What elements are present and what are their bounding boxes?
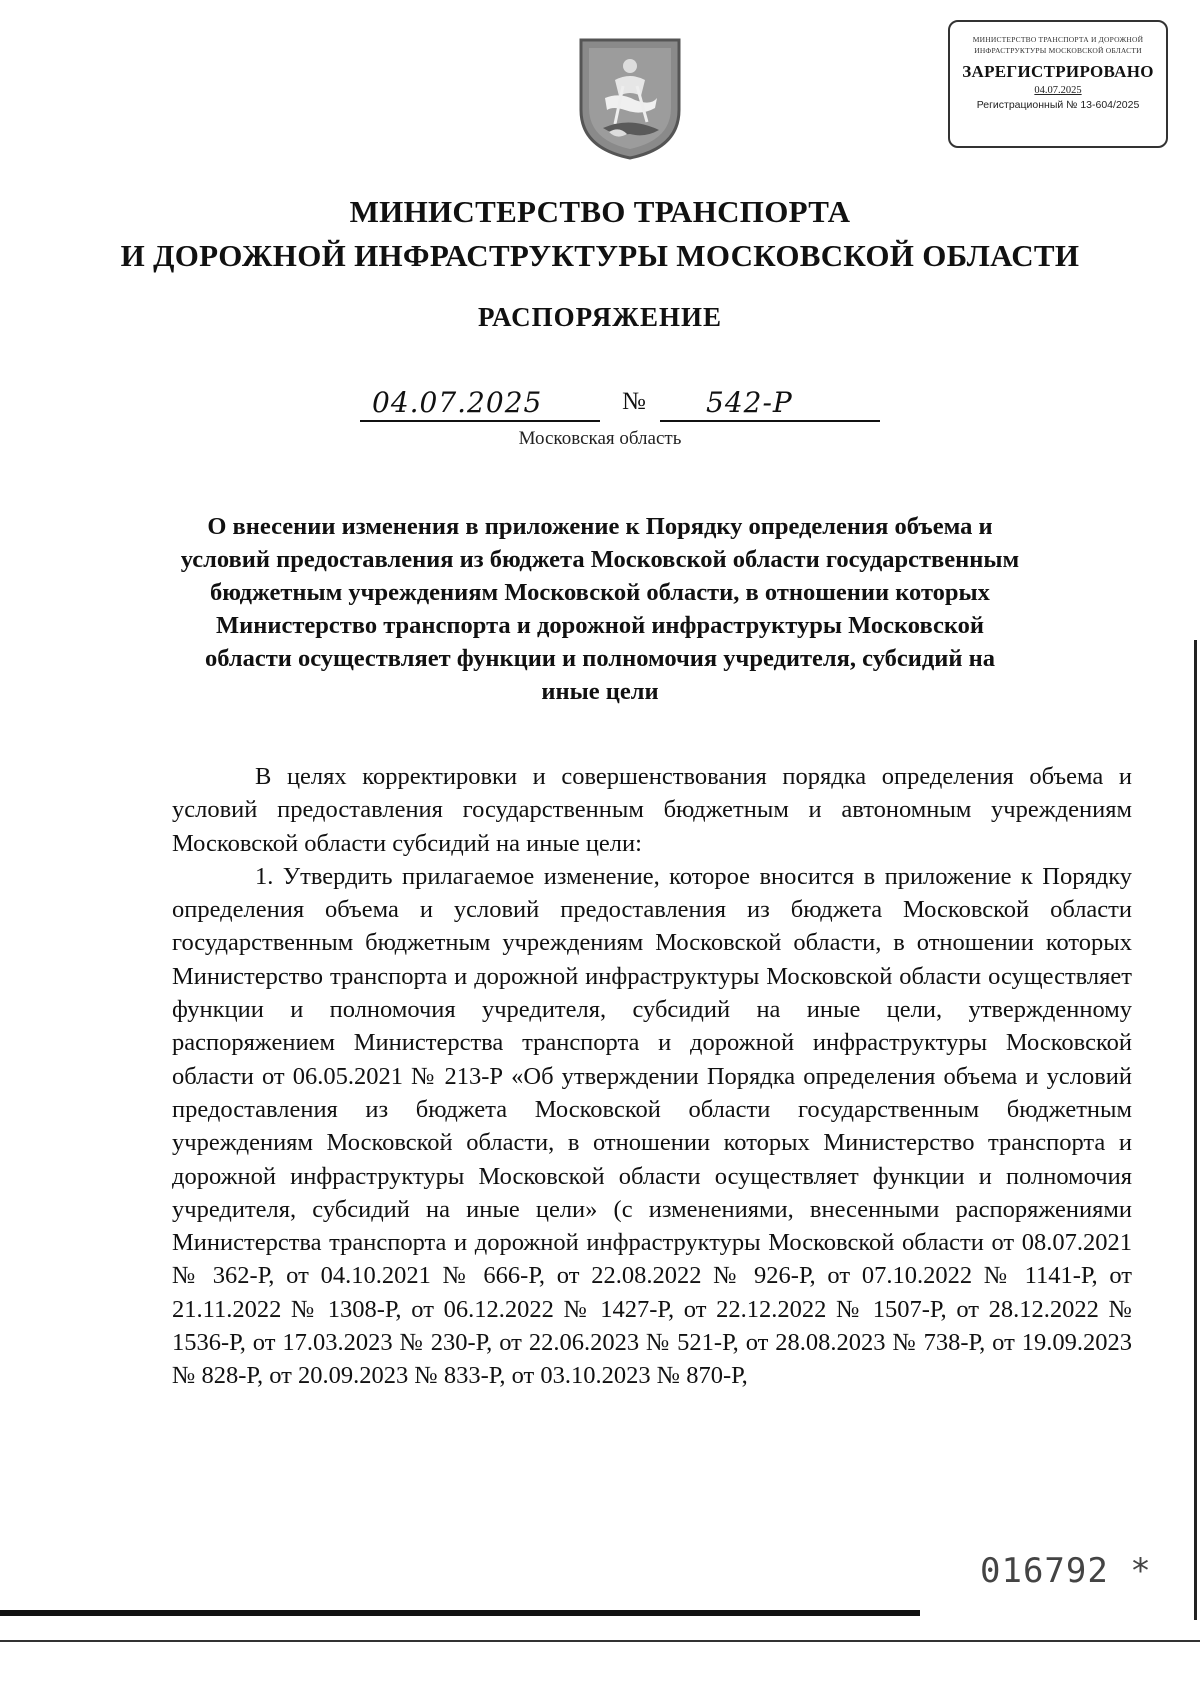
scan-bottom-bar <box>0 1610 920 1616</box>
stamp-registration-number: Регистрационный № 13-604/2025 <box>976 99 1140 111</box>
stamp-organization: МИНИСТЕРСТВО ТРАНСПОРТА И ДОРОЖНОЙ ИНФРАСТРУКТУРЫ МОСКОВСКОЙ ОБЛАСТИ <box>972 35 1144 55</box>
document-body <box>172 760 1132 1393</box>
document-type: РАСПОРЯЖЕНИЕ <box>477 302 723 332</box>
ministry-line-2: И ДОРОЖНОЙ ИНФРАСТРУКТУРЫ МОСКОВСКОЙ ОБЛАСТИ <box>120 238 1080 273</box>
moscow-oblast-coat-of-arms-icon <box>575 36 685 162</box>
scan-bottom-line <box>0 1640 1200 1642</box>
number-field <box>660 380 880 422</box>
handwritten-date: 04.07.2025 <box>372 386 543 419</box>
date-number-line <box>360 380 880 424</box>
body-paragraph-1: В целях корректировки и совершенствования порядка определения объема и условий предоставления государственным бюджетным и автономным учреждениям Московской области субсидий на иные цели: <box>172 763 1132 857</box>
document-title: О внесении изменения в приложение к Порядку определения объема и условий предоставления из бюджета Московской области государственным бюджетным учреждениям Московской области, в отношении которых Министерство транспорта и дорожной инфраструктуры Московской области осуществляет функции и полномочия учредителя, субсидий на иные цели <box>180 513 1020 705</box>
body-paragraph-2: 1. Утвердить прилагаемое изменение, которое вносится в приложение к Порядку определения объема и условий предоставления из бюджета Московской области государственным бюджетным учреждениям Московской области, в отношении которых Министерство транспорта и дорожной инфраструктуры Московской области осуществляет функции и полномочия учредителя, субсидий на иные цели, утвержденному распоряжением Министерства транспорта и дорожной инфраструктуры Московской области от 06.05.2021 № 213-Р «Об утверждении Порядка определения объема и условий предоставления из бюджета Московской области государственным бюджетным учреждениям Московской области, в отношении которых Министерство транспорта и дорожной инфраструктуры Московской области осуществляет функции и полномочия учредителя, субсидий на иные цели» (с изменениями, внесенными распоряжениями Министерства транспорта и дорожной инфраструктуры Московской области от 08.07.2021 № 362-Р, от 04.10.2021 № 666-Р, от 22.08.2022 № 926-Р, от 07.10.2022 № 1141-Р, от 21.11.2022 № 1308-Р, от 06.12.2022 № 1427-Р, от 22.12.2022 № 1507-Р, от 28.12.2022 № 1536-Р, от 17.03.2023 № 230-Р, от 22.06.2023 № 521-Р, от 28.08.2023 № 738-Р, от 19.09.2023 № 828-Р, от 20.09.2023 № 833-Р, от 03.10.2023 № 870-Р, <box>172 862 1132 1390</box>
stamp-date: 04.07.2025 <box>1034 85 1082 96</box>
serial-number: 016792 * <box>980 1551 1152 1591</box>
place-of-issue: Московская область <box>518 428 682 449</box>
stamp-status: ЗАРЕГИСТРИРОВАНО <box>962 62 1154 81</box>
scan-edge-line <box>1194 640 1197 1620</box>
number-sign: № <box>622 388 646 415</box>
registration-stamp <box>948 20 1168 148</box>
date-field <box>360 380 600 422</box>
handwritten-number: 542-Р <box>706 386 793 419</box>
ministry-line-1: МИНИСТЕРСТВО ТРАНСПОРТА <box>349 194 851 229</box>
ministry-header <box>0 190 1200 278</box>
